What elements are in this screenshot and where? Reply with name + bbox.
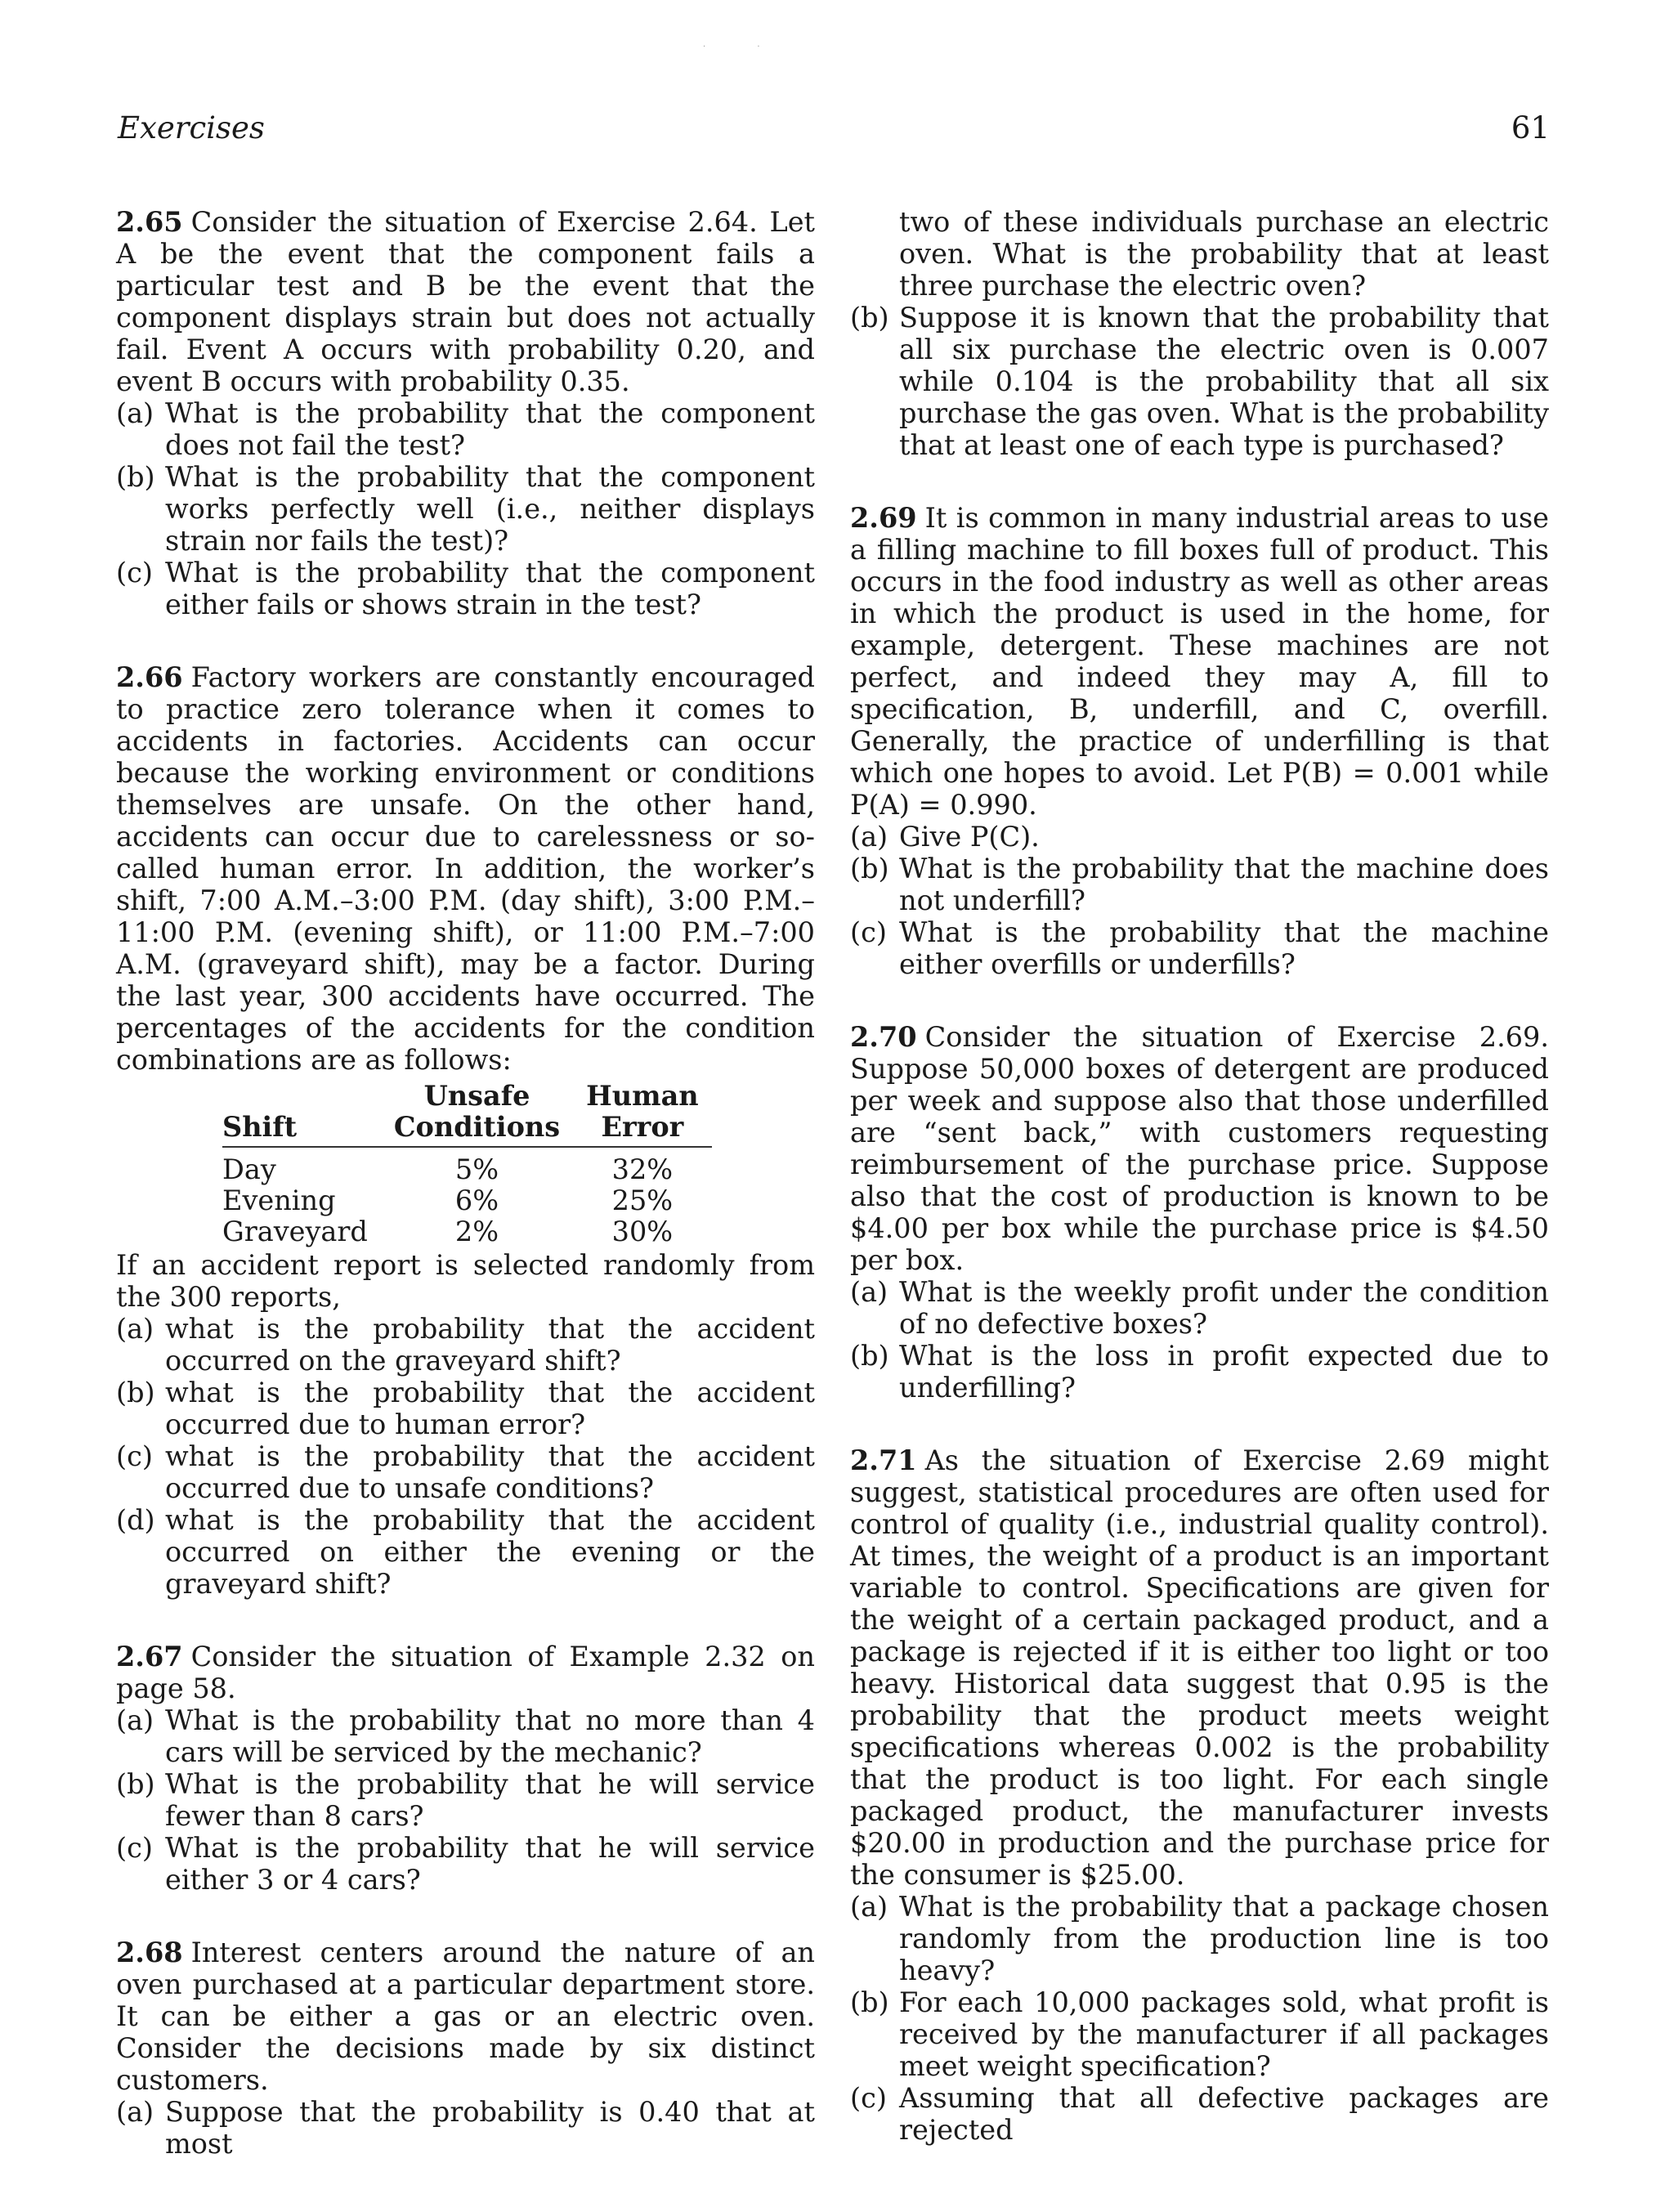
exercise-part: (a) what is the probability that the accident occurred on the graveyard shift?	[116, 1313, 815, 1377]
exercise-intro: Consider the situation of Example 2.32 on page 58.	[116, 1641, 815, 1704]
exercise-part: (c) What is the probability that he will service either 3 or 4 cars?	[116, 1832, 815, 1896]
exercise-intro: Consider the situation of Exercise 2.64. Let A be the event that the component fails a particular test and B be the event that the component displays strain but does not actually fail. Event A occurs with probability 0.20, and event B occurs with probability 0.35.	[116, 206, 815, 397]
exercise-2-71	[850, 1444, 1549, 2146]
exercise-part: (a) What is the probability that a package chosen randomly from the production line is too heavy?	[850, 1891, 1549, 1986]
table-row: Day 5% 32%	[222, 1153, 674, 1185]
exercise-number: 2.69	[850, 502, 917, 534]
exercise-2-70	[850, 1021, 1549, 1404]
exercise-part: (a) What is the weekly profit under the condition of no defective boxes?	[850, 1276, 1549, 1340]
exercise-number: 2.65	[116, 206, 183, 238]
running-header-title: Exercises	[118, 110, 265, 146]
exercise-part: (c) what is the probability that the accident occurred due to unsafe conditions?	[116, 1440, 815, 1504]
exercise-part: (c) Assuming that all defective packages are rejected	[850, 2082, 1549, 2146]
exercise-intro: It is common in many industrial areas to use a filling machine to fill boxes full of product. This occurs in the food industry as well as other areas in which the product is used in the home, for example, detergent. These machines are not perfect, and indeed they may A, fill to specification, B, underfill, and C, overfill. Generally, the practice of underfilling is that which one hopes to avoid. Let P(B) = 0.001 while P(A) = 0.990.	[850, 502, 1549, 821]
exercise-part: (c) What is the probability that the machine either overfills or underfills?	[850, 916, 1549, 980]
exercise-followup: If an accident report is selected randomly from the 300 reports,	[116, 1249, 815, 1313]
exercise-2-67	[116, 1641, 815, 1896]
accident-table: Unsafe Human Shift Conditions Error Day 5% 32% Evening 6% 25% Graveyard 2% 30%	[222, 1081, 712, 1247]
exercise-intro: Consider the situation of Exercise 2.69. Suppose 50,000 boxes of detergent are produced per week and suppose also that those underfilled are “sent back,” with customers requesting reimbursement of the purchase price. Suppose also that the cost of production is known to be $4.00 per box while the purchase price is $4.50 per box.	[850, 1021, 1549, 1276]
table-header-human: Error	[573, 1112, 712, 1147]
left-column	[116, 206, 815, 2201]
exercise-2-66	[116, 661, 815, 1600]
exercise-part: (b) Suppose it is known that the probability that all six purchase the electric oven is 0.007 while 0.104 is the probability that all six purchase the gas oven. What is the probability that at least one of each type is purchased?	[850, 302, 1549, 461]
exercise-part: (b) What is the loss in profit expected due to underfilling?	[850, 1340, 1549, 1404]
exercise-part: (a) What is the probability that the component does not fail the test?	[116, 397, 815, 461]
exercise-2-69	[850, 502, 1549, 980]
part-continuation: two of these individuals purchase an electric oven. What is the probability that at least three purchase the electric oven?	[899, 206, 1549, 302]
table-header-shift: Shift	[222, 1112, 381, 1147]
exercise-2-65	[116, 206, 815, 620]
scan-dots: · ·	[703, 43, 785, 51]
exercise-part: (a) What is the probability that no more than 4 cars will be serviced by the mechanic?	[116, 1704, 815, 1768]
exercise-2-68-continued	[850, 206, 1549, 461]
exercise-intro: Factory workers are constantly encouraged to practice zero tolerance when it comes to accidents in factories. Accidents can occur because the working environment or conditions themselves are unsafe. On the other hand, accidents can occur due to carelessness or so-called human error. In addition, the worker’s shift, 7:00 A.M.–3:00 P.M. (day shift), 3:00 P.M.–11:00 P.M. (evening shift), or 11:00 P.M.–7:00 A.M. (graveyard shift), may be a factor. During the last year, 300 accidents have occurred. The percentages of the accidents for the condition combinations are as follows:	[116, 661, 815, 1076]
exercise-part: (b) For each 10,000 packages sold, what profit is received by the manufacturer if all packages meet weight specification?	[850, 1986, 1549, 2082]
right-column	[850, 206, 1549, 2187]
exercise-number: 2.71	[850, 1444, 917, 1476]
exercise-part: (b) What is the probability that the machine does not underfill?	[850, 853, 1549, 916]
exercise-number: 2.67	[116, 1641, 183, 1672]
exercise-intro: As the situation of Exercise 2.69 might suggest, statistical procedures are often used for control of quality (i.e., industrial quality control). At times, the weight of a product is an important variable to control. Specifications are given for the weight of a certain packaged product, and a package is rejected if it is either too light or too heavy. Historical data suggest that 0.95 is the probability that the product meets weight specifications whereas 0.002 is the probability that the product is too light. For each single packaged product, the manufacturer invests $20.00 in production and the purchase price for the consumer is $25.00.	[850, 1444, 1549, 1891]
exercise-2-68	[116, 1937, 815, 2160]
exercise-part: (b) What is the probability that he will service fewer than 8 cars?	[116, 1768, 815, 1832]
table-row: Graveyard 2% 30%	[222, 1216, 674, 1247]
exercise-part: (b) what is the probability that the accident occurred due to human error?	[116, 1377, 815, 1440]
table-row: Evening 6% 25%	[222, 1184, 674, 1216]
exercise-part: (c) What is the probability that the component either fails or shows strain in the test?	[116, 557, 815, 620]
exercise-part: (a) Suppose that the probability is 0.40 that at most	[116, 2096, 815, 2160]
exercise-part: (a) Give P(C).	[850, 821, 1040, 853]
exercise-intro: Interest centers around the nature of an oven purchased at a particular department store. It can be either a gas or an electric oven. Consider the decisions made by six distinct customers.	[116, 1937, 815, 2096]
page-number: 61	[1511, 110, 1550, 146]
exercise-number: 2.68	[116, 1937, 183, 1968]
exercise-number: 2.70	[850, 1021, 917, 1053]
exercise-part: (d) what is the probability that the accident occurred on either the evening or the graveyard shift?	[116, 1504, 815, 1600]
exercise-part: (b) What is the probability that the component works perfectly well (i.e., neither displays strain nor fails the test)?	[116, 461, 815, 557]
exercise-number: 2.66	[116, 661, 183, 693]
table-header-unsafe: Conditions	[381, 1112, 573, 1147]
